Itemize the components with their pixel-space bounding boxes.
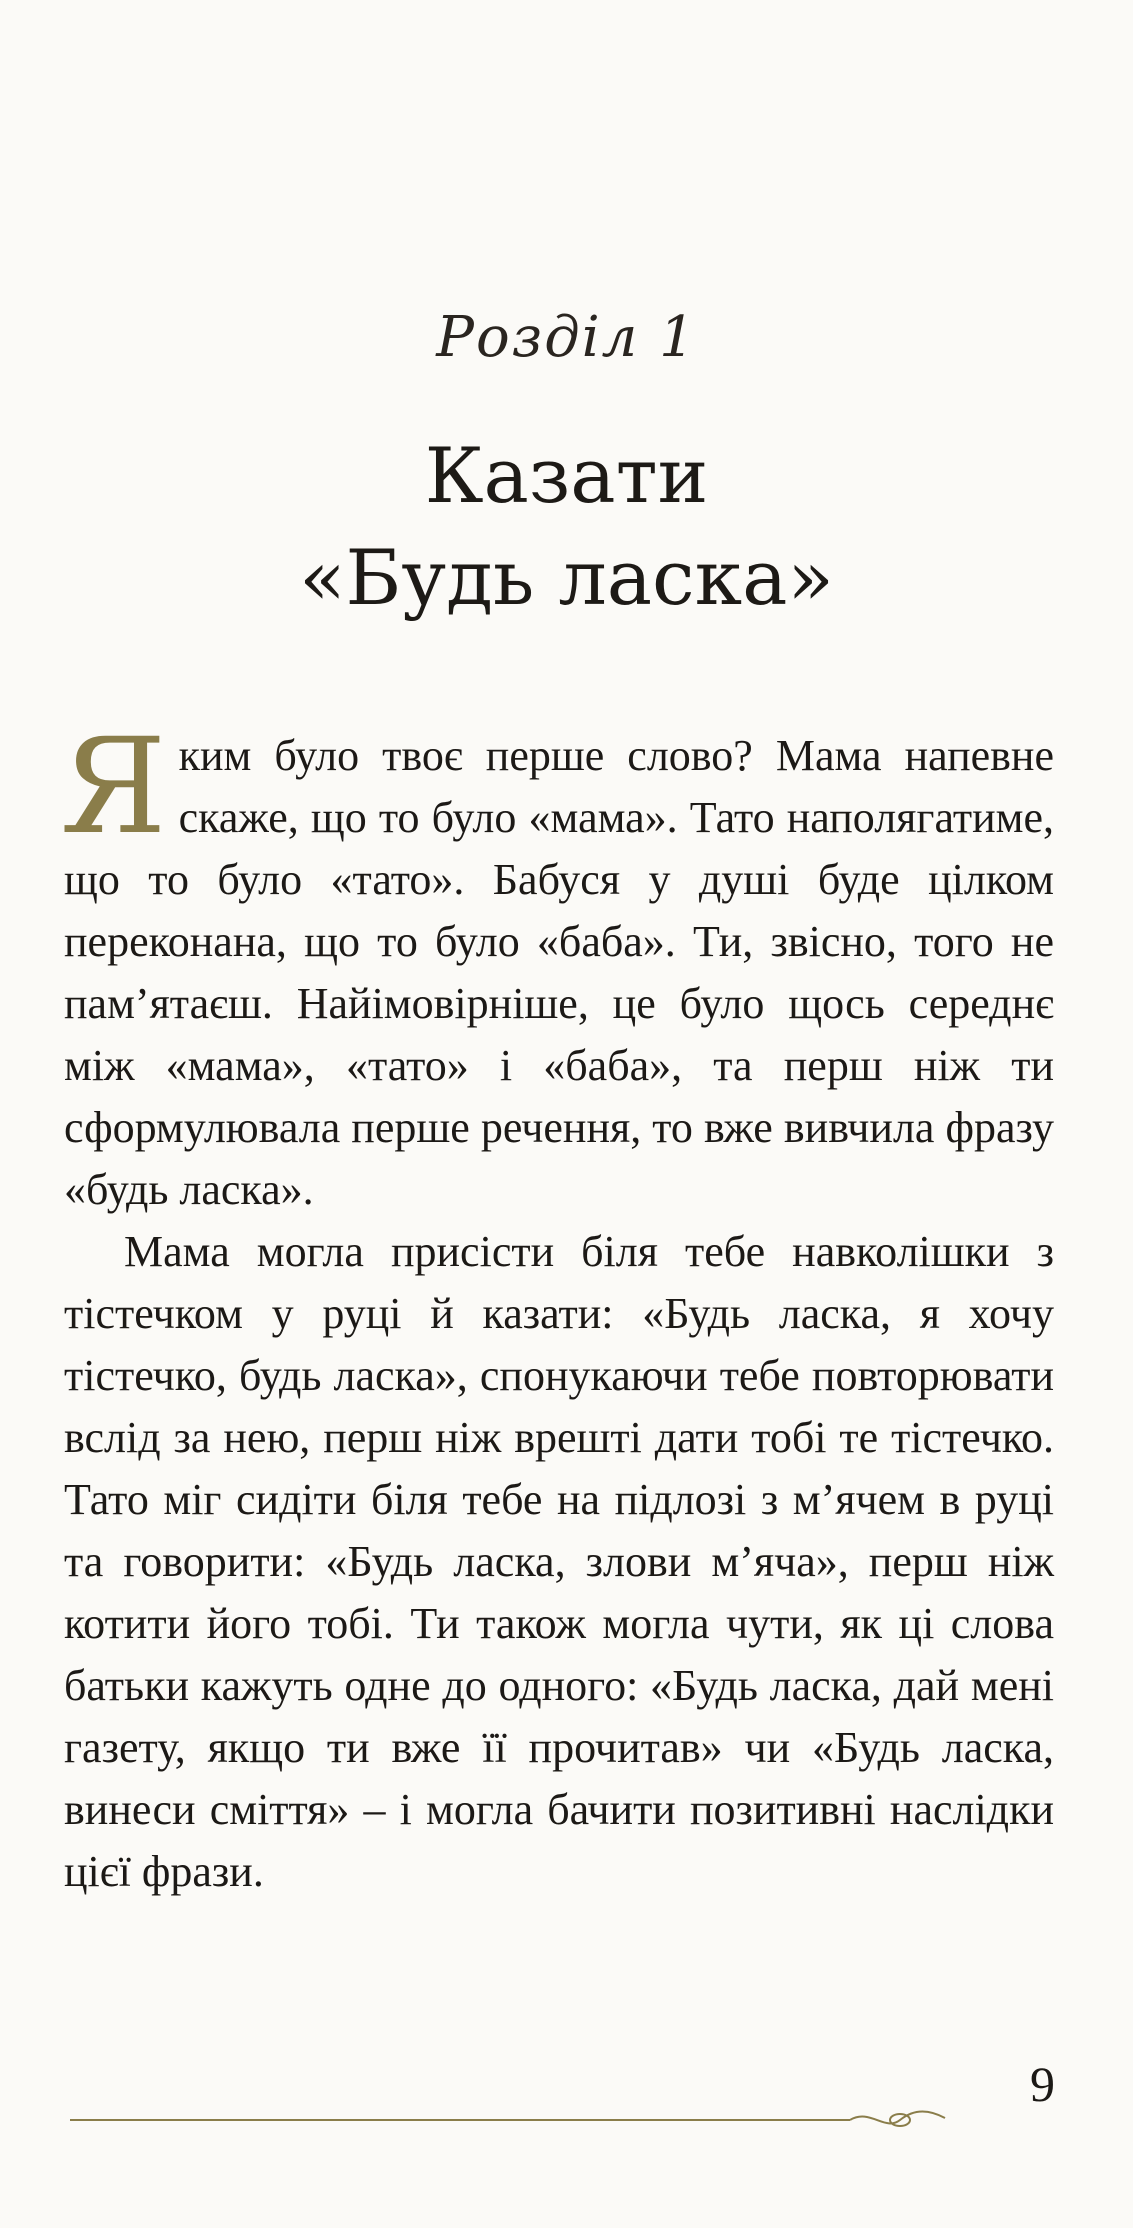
body-text [60,710,1054,1903]
paragraph-1-text: ким було твоє перше слово? Мама напевне скаже, що то було «мама». Тато наполягатиме, що то було «тато». Бабуся у душі буде цілком переконана, що то було «баба». Ти, звісно, того не пам’ятаєш. Найімовірніше, це було щось середнє між «мама», «тато» і «баба», та перш ніж ти сформулювала перше речення, то вже вивчила фразу «будь ласка». [64,731,1054,1214]
chapter-label: Розділ 1 [436,305,697,370]
page-number: 9 [1030,2056,1055,2112]
paragraph-2: Мама могла присісти біля тебе навколішки з тістечком у руці й казати: «Будь ласка, я хочу тістечко, будь ласка», спонукаючи тебе повторювати вслід за нею, перш ніж врешті дати тобі те тістечко. Тато міг сидіти біля тебе на підлозі з м’ячем в руці та говорити: «Будь ласка, злови м’яча», перш ніж котити його тобі. Ти також могла чути, як ці слова батьки кажуть одне до одного: «Будь ласка, дай мені газету, якщо ти вже її прочитав» чи «Будь ласка, винеси сміття» – і могла бачити позитивні наслідки цієї фрази. [64,1227,1054,1896]
chapter-title-line-1: Казати [424,431,709,520]
ornamental-divider [70,2110,970,2130]
chapter-title-line-2: «Будь ласка» [299,533,834,622]
drop-cap: Я [60,710,167,864]
paragraph-1 [60,710,1054,1221]
chapter-title [0,425,1133,629]
